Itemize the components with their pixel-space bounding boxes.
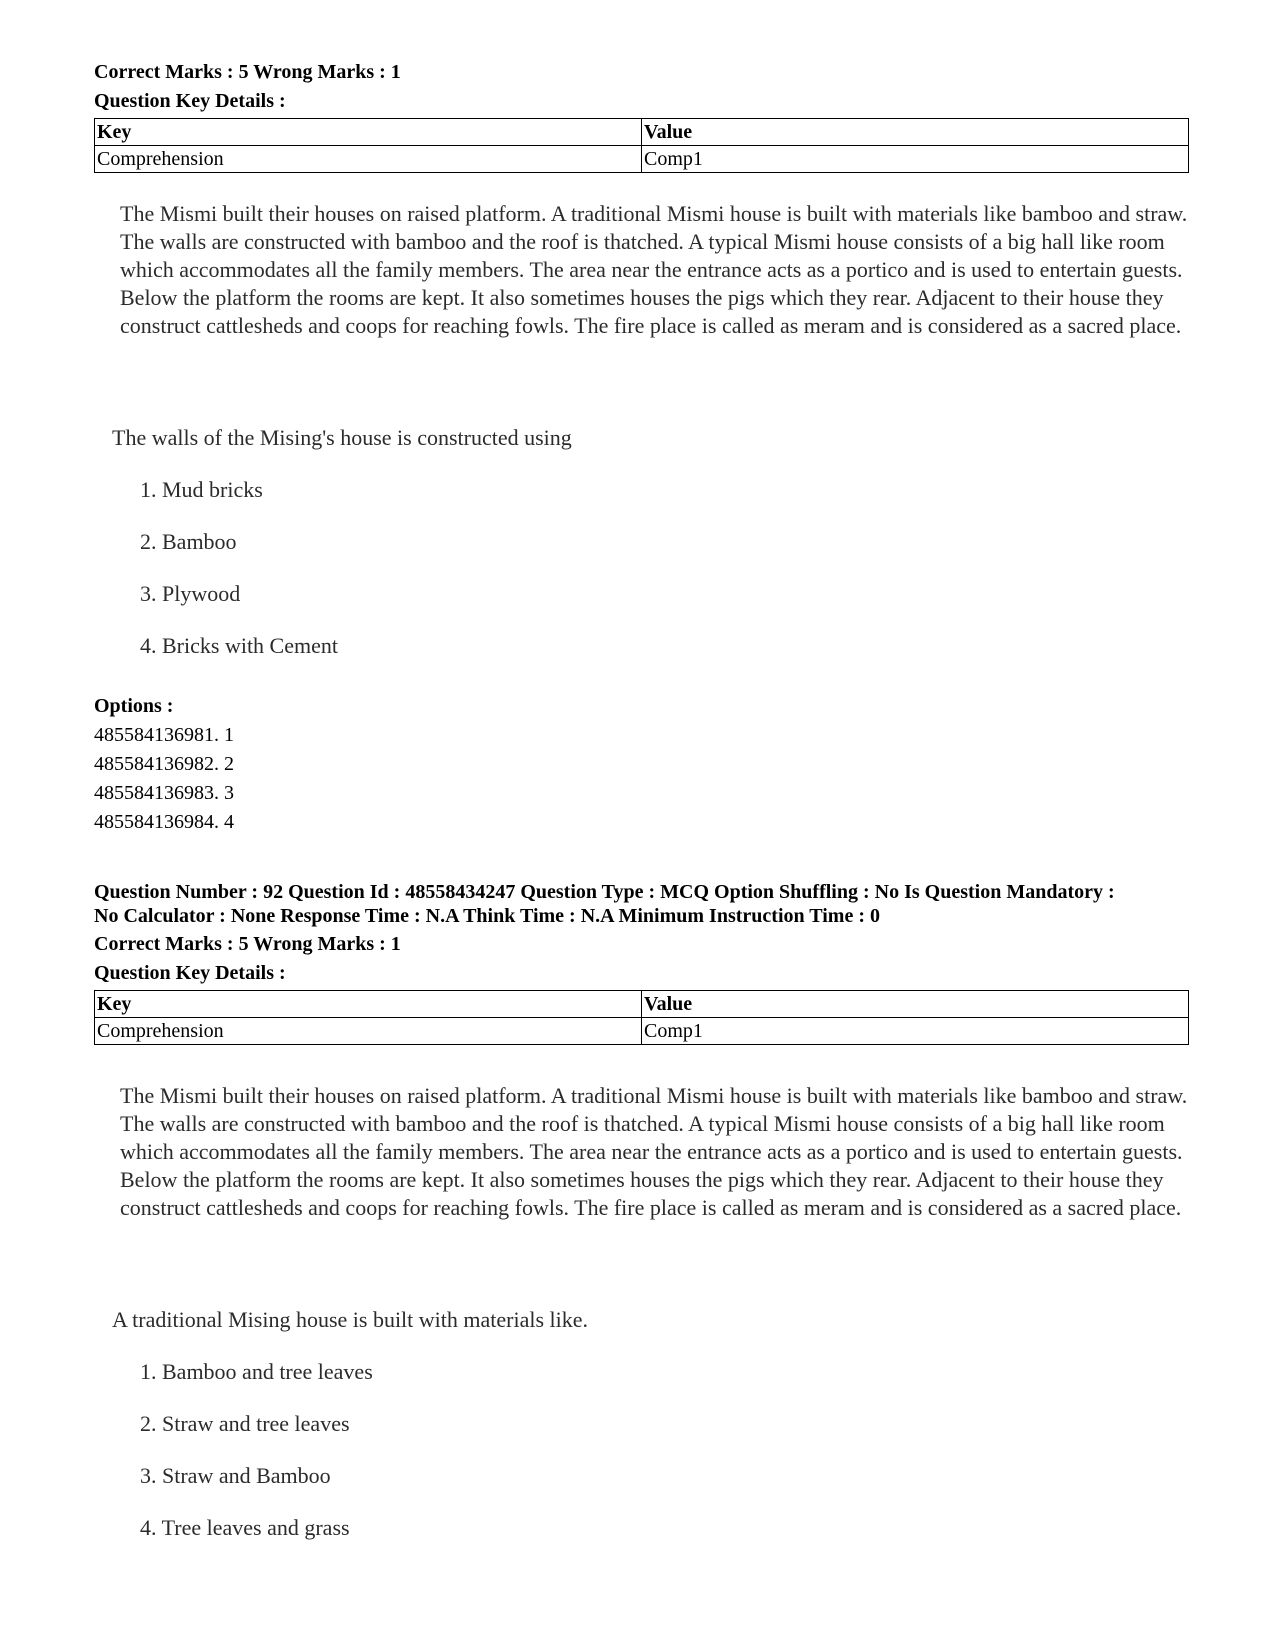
q2-passage: The Mismi built their houses on raised platform. A traditional Mismi house is built with materials like bamboo and straw. The walls are constructed with bamboo and the roof is thatched. A typical Mismi house consists of a big hall like room which accommodates all the family members. The area near the entrance acts as a portico and is used to entertain guests. Below the platform the rooms are kept. It also sometimes houses the pigs which they rear. Adjacent to their house they construct cattlesheds and coops for reaching fowls. The fire place is called as meram and is considered as a sacred place.: [120, 1083, 1188, 1220]
table-row: [95, 1018, 1189, 1045]
table-header-value: Value: [642, 991, 1189, 1018]
q1-choice-3: 3. Plywood: [140, 581, 241, 606]
q1-choice-4: 4. Bricks with Cement: [140, 633, 338, 658]
q2-marks: Correct Marks : 5 Wrong Marks : 1: [94, 933, 401, 955]
table-cell-key: Comprehension: [95, 1018, 642, 1045]
table-header-row: [95, 991, 1189, 1018]
q2-choice-4: 4. Tree leaves and grass: [140, 1515, 350, 1540]
q2-choice-2: 2. Straw and tree leaves: [140, 1411, 350, 1436]
q1-header: [94, 58, 1189, 173]
table-cell-value: Comp1: [642, 1018, 1189, 1045]
q1-option-3: 485584136983. 3: [94, 782, 234, 804]
q2-header-line-2: No Calculator : None Response Time : N.A Think Time : N.A Minimum Instruction Time : 0: [94, 905, 880, 927]
q2-key-table: [94, 990, 1189, 1045]
table-header-key: Key: [95, 991, 642, 1018]
q1-choice-1: 1. Mud bricks: [140, 477, 263, 502]
table-cell-value: Comp1: [642, 146, 1189, 173]
table-header-key: Key: [95, 119, 642, 146]
q1-question: The walls of the Mising's house is constructed using: [112, 425, 572, 450]
q2-header: [94, 880, 1189, 1045]
q2-header-line-1: Question Number : 92 Question Id : 48558434247 Question Type : MCQ Option Shuffling : No Is Question Mandatory :: [94, 881, 1115, 903]
q1-key-details-label: Question Key Details :: [94, 90, 286, 112]
q1-choice-2: 2. Bamboo: [140, 529, 237, 554]
table-row: [95, 146, 1189, 173]
q2-choice-1: 1. Bamboo and tree leaves: [140, 1359, 373, 1384]
table-header-row: [95, 119, 1189, 146]
table-cell-key: Comprehension: [95, 146, 642, 173]
q1-option-2: 485584136982. 2: [94, 753, 234, 775]
q1-option-1: 485584136981. 1: [94, 724, 234, 746]
q2-choice-3: 3. Straw and Bamboo: [140, 1463, 331, 1488]
table-header-value: Value: [642, 119, 1189, 146]
q2-key-details-label: Question Key Details :: [94, 962, 286, 984]
q1-passage: The Mismi built their houses on raised platform. A traditional Mismi house is built with materials like bamboo and straw. The walls are constructed with bamboo and the roof is thatched. A typical Mismi house consists of a big hall like room which accommodates all the family members. The area near the entrance acts as a portico and is used to entertain guests. Below the platform the rooms are kept. It also sometimes houses the pigs which they rear. Adjacent to their house they construct cattlesheds and coops for reaching fowls. The fire place is called as meram and is considered as a sacred place.: [120, 201, 1188, 338]
q1-key-table: [94, 118, 1189, 173]
q1-options-label: Options :: [94, 695, 174, 717]
q2-question: A traditional Mising house is built with materials like.: [112, 1307, 589, 1332]
q1-marks: Correct Marks : 5 Wrong Marks : 1: [94, 61, 401, 83]
q1-option-4: 485584136984. 4: [94, 811, 234, 833]
q1-options: [94, 692, 1189, 837]
